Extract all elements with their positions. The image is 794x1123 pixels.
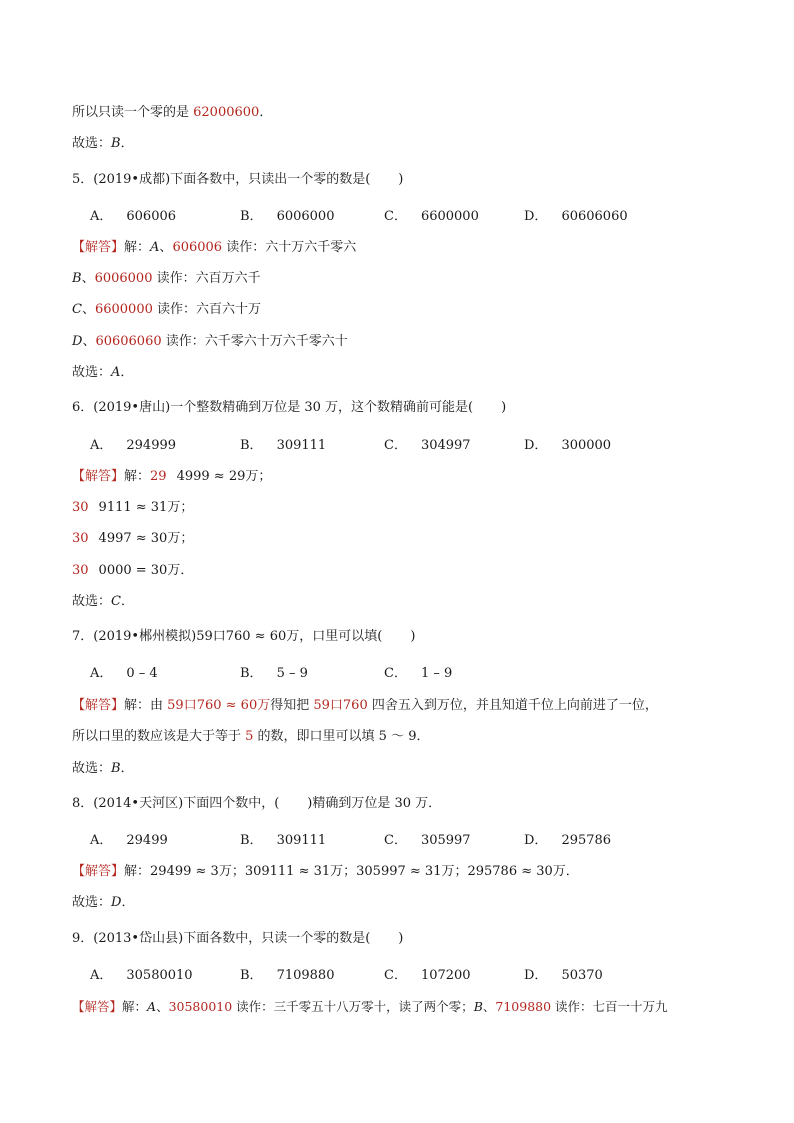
- number: 60606060: [95, 334, 162, 349]
- choice-b: B． 5 – 9: [240, 666, 308, 681]
- number: 6006000: [94, 271, 153, 286]
- choice-b: B． 7109880: [240, 968, 335, 983]
- text: 解：: [124, 864, 151, 879]
- answer-letter: B: [111, 136, 121, 151]
- text: A: [147, 999, 157, 1014]
- number: 6600000: [94, 302, 153, 317]
- text: 所以只读一个零的是: [72, 105, 194, 120]
- number: 7109880: [495, 999, 552, 1014]
- choice-a: A． 294999: [90, 438, 177, 453]
- answer-letter: A: [111, 365, 121, 380]
- choice-c: C． 304997: [384, 438, 471, 453]
- text: 故选：: [72, 895, 112, 910]
- question-source: (2019•成都): [93, 172, 171, 187]
- text: 、: [81, 271, 95, 286]
- question-7-solution-2: [72, 728, 430, 746]
- text: 、: [82, 334, 96, 349]
- text: B: [473, 999, 483, 1014]
- text: 读作：七百一十万九: [551, 999, 668, 1014]
- question-source: (2013•岱山县): [93, 931, 184, 946]
- question-8-solution: [72, 863, 579, 881]
- text: 读作：六千零六十万六千零六十: [161, 334, 348, 349]
- choice-d: D． 50370: [524, 968, 603, 983]
- question-6-step-4: [72, 562, 193, 580]
- question-number: 9．: [72, 931, 94, 946]
- text: 解：: [124, 469, 151, 484]
- text: )精确到万位是 30 万．: [307, 796, 442, 811]
- text: ．: [259, 105, 273, 120]
- text: ．: [121, 895, 135, 910]
- text: C: [72, 302, 82, 317]
- number: 62000600: [193, 105, 260, 120]
- question-source: (2019•郴州模拟): [93, 629, 197, 644]
- question-5-solution-d: [72, 333, 348, 351]
- number: 29: [150, 469, 167, 484]
- text: 9111 ≈ 31万；: [98, 500, 194, 515]
- text: ．: [120, 761, 134, 776]
- question-6: [72, 399, 506, 417]
- choice-d: D． 300000: [524, 438, 612, 453]
- number: 59口760: [313, 698, 368, 713]
- text: 故选：: [72, 136, 112, 151]
- choice-c: C． 107200: [384, 968, 471, 983]
- question-6-step-3: [72, 530, 193, 548]
- text: 读作：六百六十万: [152, 302, 262, 317]
- choice-b: B． 6006000: [240, 209, 335, 224]
- text: B: [72, 271, 82, 286]
- number: 5: [245, 729, 254, 744]
- text: ): [410, 629, 416, 644]
- solution-tag: 【解答】: [72, 864, 125, 879]
- question-text: 下面各数中，只读一个零的数是(: [183, 931, 371, 946]
- solution-tag: 【解答】: [72, 999, 123, 1014]
- text: 所以口里的数应该是大于等于: [72, 729, 246, 744]
- question-text: 一个整数精确到万位是 30 万，这个数精确前可能是(: [170, 400, 474, 415]
- question-text: 下面各数中，只读出一个零的数是(: [170, 172, 371, 187]
- question-number: 5．: [72, 172, 94, 187]
- question-6-solution: [72, 468, 271, 486]
- question-7-solution: [72, 697, 658, 715]
- text: 、: [482, 999, 496, 1014]
- answer-letter: D: [111, 895, 122, 910]
- answer-letter: C: [111, 594, 121, 609]
- number: 30: [72, 563, 89, 578]
- question-7-answer: [72, 760, 134, 778]
- question-5-solution-c: [72, 301, 261, 319]
- text: 解：: [122, 999, 148, 1014]
- text: 、: [156, 999, 169, 1014]
- number: 606006: [172, 240, 223, 255]
- question-9: [72, 930, 403, 948]
- number: 59口760 ≈ 60万: [167, 698, 271, 713]
- question-text: 下面四个数中，(: [183, 796, 280, 811]
- question-source: (2014•天河区): [93, 796, 184, 811]
- choice-b: B． 309111: [240, 833, 327, 848]
- text: 得知把: [270, 698, 314, 713]
- question-text: 59口760 ≈ 60万，口里可以填(: [196, 629, 383, 644]
- question-9-solution: [72, 998, 668, 1016]
- text: D: [72, 334, 83, 349]
- text: ．: [120, 136, 134, 151]
- prev-choice-line: [72, 135, 134, 153]
- text: 解：由: [124, 698, 168, 713]
- choice-d: D． 60606060: [524, 209, 628, 224]
- text: ): [501, 400, 507, 415]
- solution-tag: 【解答】: [72, 469, 125, 484]
- question-7: [72, 628, 415, 646]
- text: 4997 ≈ 30万；: [98, 531, 194, 546]
- text: ): [398, 172, 404, 187]
- text: 0000 = 30万．: [98, 563, 194, 578]
- choice-a: A． 30580010: [90, 968, 193, 983]
- choice-a: A． 606006: [90, 209, 177, 224]
- number: 30580010: [168, 999, 233, 1014]
- question-5-solution: [72, 239, 356, 257]
- question-5-answer: [72, 364, 133, 382]
- question-6-answer: [72, 593, 134, 611]
- question-8: [72, 795, 441, 813]
- text: 读作：三千零五十八万零十，读了两个零；: [232, 999, 474, 1014]
- question-number: 8．: [72, 796, 94, 811]
- text: 读作：六十万六千零六: [222, 240, 357, 255]
- text: 的数，即口里可以填 5 ～ 9．: [253, 729, 430, 744]
- question-number: 7．: [72, 629, 94, 644]
- choice-a: A． 0 – 4: [90, 666, 158, 681]
- question-8-answer: [72, 894, 134, 912]
- text: 四舍五入到万位，并且知道千位上向前进了一位，: [367, 698, 658, 713]
- text: 故选：: [72, 594, 112, 609]
- solution-tag: 【解答】: [72, 240, 125, 255]
- choice-c: C． 1 – 9: [384, 666, 453, 681]
- choice-c: C． 6600000: [384, 209, 479, 224]
- text: 读作：六百万六千: [152, 271, 261, 286]
- question-5-solution-b: [72, 270, 261, 288]
- text: 解：: [124, 240, 151, 255]
- text: ．: [120, 594, 134, 609]
- number: 30: [72, 500, 89, 515]
- prev-answer-line: [72, 104, 272, 122]
- text: 、: [81, 302, 95, 317]
- text: 、: [159, 240, 173, 255]
- number: 30: [72, 531, 89, 546]
- text: 29499 ≈ 3万；309111 ≈ 31万；305997 ≈ 31万；295786 ≈ 30万．: [150, 864, 579, 879]
- solution-tag: 【解答】: [72, 698, 125, 713]
- question-number: 6．: [72, 400, 94, 415]
- text: A: [150, 240, 160, 255]
- choice-c: C． 305997: [384, 833, 471, 848]
- text: ．: [120, 365, 134, 380]
- text: 故选：: [72, 365, 112, 380]
- question-6-step-2: [72, 499, 193, 517]
- question-source: (2019•唐山): [93, 400, 171, 415]
- question-5: [72, 171, 403, 189]
- choice-d: D． 295786: [524, 833, 612, 848]
- text: 4999 ≈ 29万；: [176, 469, 272, 484]
- choice-b: B． 309111: [240, 438, 327, 453]
- answer-letter: B: [111, 761, 121, 776]
- choice-a: A． 29499: [90, 833, 168, 848]
- text: ): [398, 931, 404, 946]
- text: 故选：: [72, 761, 112, 776]
